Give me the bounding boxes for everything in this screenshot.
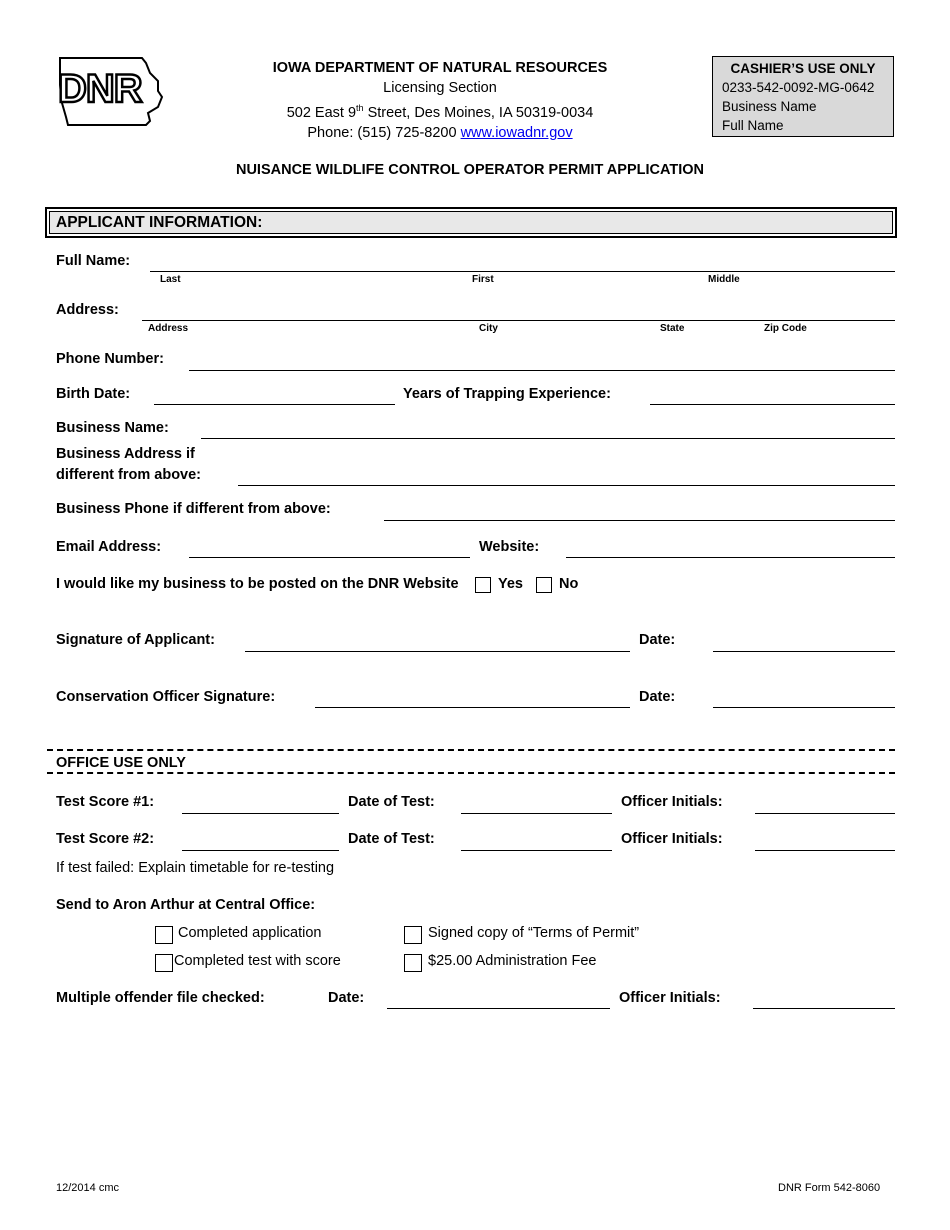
name-sub-middle: Middle <box>708 274 740 285</box>
website-link[interactable]: www.iowadnr.gov <box>460 124 573 141</box>
test2-field[interactable] <box>182 850 339 851</box>
co-date-label: Date: <box>639 689 676 705</box>
logo-text: DNR <box>58 67 142 111</box>
signature-date-label: Date: <box>639 632 676 648</box>
test2-initials-field[interactable] <box>755 850 895 851</box>
form-title: NUISANCE WILDLIFE CONTROL OPERATOR PERMIT APPLICATION <box>235 162 705 178</box>
name-sub-last: Last <box>160 274 181 285</box>
org-phone: Phone: (515) 725-8200 <box>307 124 461 141</box>
years-trapping-field[interactable] <box>650 404 895 405</box>
years-trapping-label: Years of Trapping Experience: <box>403 386 611 402</box>
business-phone-field[interactable] <box>384 520 895 521</box>
test1-date-label: Date of Test: <box>348 794 435 810</box>
business-phone-label: Business Phone if different from above: <box>56 501 331 517</box>
test1-field[interactable] <box>182 813 339 814</box>
footer-form-number: DNR Form 542-8060 <box>778 1182 881 1194</box>
birth-date-label: Birth Date: <box>56 386 131 402</box>
cashier-code: 0233-542-0092-MG-0642 <box>722 80 875 95</box>
website-label: Website: <box>479 539 540 555</box>
address-sub-state: State <box>660 323 685 334</box>
business-name-label: Business Name: <box>56 420 169 436</box>
org-name: IOWA DEPARTMENT OF NATURAL RESOURCES <box>272 60 608 76</box>
address-sup: th <box>356 103 364 113</box>
cashier-business-name: Business Name <box>722 99 817 114</box>
co-date-field[interactable] <box>713 707 895 708</box>
full-name-field[interactable] <box>150 271 895 272</box>
terms-of-permit-label: Signed copy of “Terms of Permit” <box>428 925 640 941</box>
co-signature-field[interactable] <box>315 707 630 708</box>
test1-label: Test Score #1: <box>56 794 155 810</box>
completed-test-label: Completed test with score <box>174 953 341 969</box>
address-field[interactable] <box>142 320 895 321</box>
no-checkbox[interactable] <box>536 577 552 593</box>
address-sub-city: City <box>479 323 498 334</box>
yes-label: Yes <box>498 576 523 592</box>
failed-note: If test failed: Explain timetable for re-testing <box>56 860 335 876</box>
business-name-field[interactable] <box>201 438 895 439</box>
cashier-full-name: Full Name <box>722 118 784 133</box>
office-heading: OFFICE USE ONLY <box>56 755 186 771</box>
signature-field[interactable] <box>245 651 630 652</box>
test1-date-field[interactable] <box>461 813 612 814</box>
name-sub-first: First <box>472 274 494 285</box>
test1-initials-label: Officer Initials: <box>621 794 723 810</box>
completed-test-checkbox[interactable] <box>155 954 173 972</box>
multiple-offender-label: Multiple offender file checked: <box>56 990 265 1006</box>
full-name-label: Full Name: <box>56 253 131 269</box>
completed-application-label: Completed application <box>178 925 322 941</box>
address-sub-zip: Zip Code <box>764 323 807 334</box>
admin-fee-checkbox[interactable] <box>404 954 422 972</box>
test2-initials-label: Officer Initials: <box>621 831 723 847</box>
website-field[interactable] <box>566 557 895 558</box>
cashier-title: CASHIER’S USE ONLY <box>730 61 876 76</box>
co-signature-label: Conservation Officer Signature: <box>56 689 276 705</box>
applicant-heading: APPLICANT INFORMATION: <box>56 214 263 231</box>
org-address <box>230 98 650 123</box>
completed-application-checkbox[interactable] <box>155 926 173 944</box>
email-field[interactable] <box>189 557 470 558</box>
phone-field[interactable] <box>189 370 895 371</box>
signature-label: Signature of Applicant: <box>56 632 215 648</box>
test2-label: Test Score #2: <box>56 831 155 847</box>
business-address-label-1: Business Address if <box>56 446 195 462</box>
multiple-offender-date-label: Date: <box>328 990 365 1006</box>
address-street: 502 East 9 <box>286 104 357 121</box>
birth-date-field[interactable] <box>154 404 395 405</box>
send-to-label: Send to Aron Arthur at Central Office: <box>56 897 316 913</box>
test2-date-label: Date of Test: <box>348 831 435 847</box>
multiple-offender-initials-label: Officer Initials: <box>619 990 721 1006</box>
multiple-offender-initials-field[interactable] <box>753 1008 895 1009</box>
office-divider-top <box>47 749 895 751</box>
business-address-field[interactable] <box>238 485 895 486</box>
multiple-offender-date-field[interactable] <box>387 1008 610 1009</box>
cashier-box <box>712 56 894 137</box>
address-sub-address: Address <box>148 323 189 334</box>
signature-date-field[interactable] <box>713 651 895 652</box>
test2-date-field[interactable] <box>461 850 612 851</box>
address-city: Street, Des Moines, IA 50319-0034 <box>363 104 594 121</box>
footer-date: 12/2014 cmc <box>56 1182 119 1194</box>
office-divider-bottom <box>47 772 895 774</box>
section-name: Licensing Section <box>383 80 497 96</box>
dnr-logo <box>54 55 166 129</box>
address-label: Address: <box>56 302 119 318</box>
email-label: Email Address: <box>56 539 162 555</box>
yes-checkbox[interactable] <box>475 577 491 593</box>
business-address-label-2: different from above: <box>56 467 202 483</box>
terms-of-permit-checkbox[interactable] <box>404 926 422 944</box>
admin-fee-label: $25.00 Administration Fee <box>428 953 597 969</box>
phone-label: Phone Number: <box>56 351 164 367</box>
no-label: No <box>559 576 579 592</box>
applicant-heading-box <box>45 207 897 238</box>
org-phone-line <box>230 123 650 143</box>
test1-initials-field[interactable] <box>755 813 895 814</box>
post-question: I would like my business to be posted on the DNR Website <box>56 576 459 592</box>
